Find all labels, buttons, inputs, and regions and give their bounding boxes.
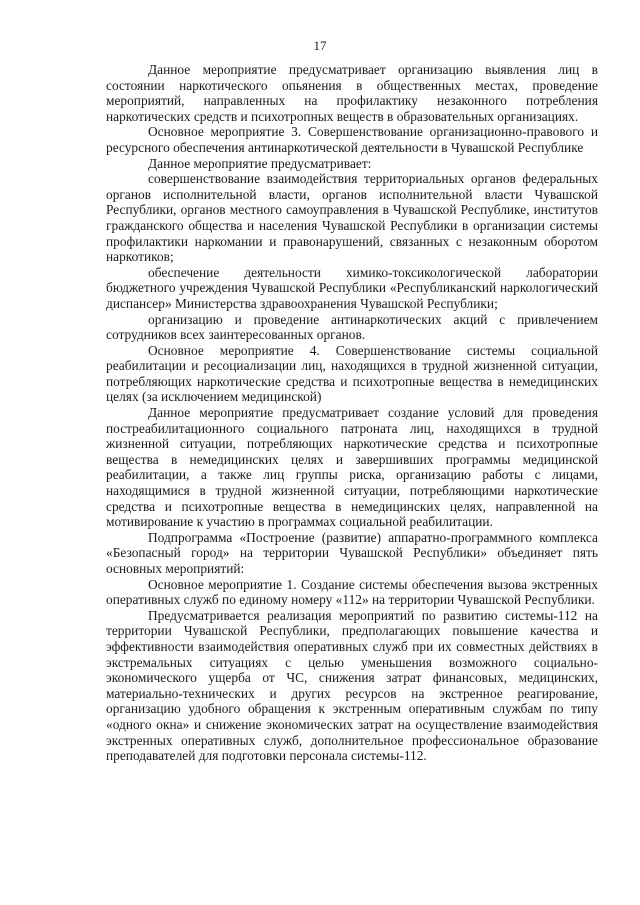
paragraph-main-measure-4-title: Основное мероприятие 4. Совершенствование системы социальной реабилитации и ресоциализации лиц, находящихся в трудной жизненной ситуации, потребляющих наркотические средства и психотропные вещества в немедицинских целях (за исключением медицинской)	[106, 342, 598, 405]
paragraph-measure-4-description: Данное мероприятие предусматривает создание условий для проведения постреабилитационного социального патроната лиц, находящихся в трудной жизненной ситуации, потребляющих наркотические средства и психотропные вещества в немедицинских целях и завершивших программы медицинской реабилитации, а также лиц группы риска, организацию работы с лицами, находящимися в трудной жизненной ситуации, потребляющими наркотические средства и психотропные вещества в немедицинских целях, направленной на мотивирование к участию в программах социальной реабилитации.	[106, 405, 598, 530]
page-number: 17	[313, 38, 327, 53]
paragraph-subprogram-measure-1-title: Основное мероприятие 1. Создание системы обеспечения вызова экстренных оперативных служб по единому номеру «112» на территории Чувашской Республики.	[106, 576, 598, 608]
paragraph-measure-2-description: Данное мероприятие предусматривает организацию выявления лиц в состоянии наркотического опьянения в общественных местах, проведение мероприятий, направленных на профилактику незаконного потребления наркотических средств и психотропных веществ в образовательных организациях.	[106, 62, 598, 124]
paragraph-measure-3-item-1: совершенствование взаимодействия территориальных органов федеральных органов исполнительной власти, органов исполнительной власти Чувашской Республики, органов местного самоуправления в Чувашской Республике, институтов гражданского общества и населения Чувашской Республики в организации системы профилактики наркомании и правонарушений, связанных с незаконным оборотом наркотиков;	[106, 171, 598, 265]
paragraph-measure-3-item-3: организацию и проведение антинаркотических акций с привлечением сотрудников всех заинтересованных органов.	[106, 311, 598, 343]
body-text	[106, 62, 598, 764]
paragraph-main-measure-3-title: Основное мероприятие 3. Совершенствование организационно-правового и ресурсного обеспечения антинаркотической деятельности в Чувашской Республике	[106, 124, 598, 155]
paragraph-subprogram-measure-1-description: Предусматривается реализация мероприятий по развитию системы-112 на территории Чувашской Республики, предполагающих повышение качества и эффективности взаимодействия оперативных служб при их совместных действиях в экстремальных ситуациях с целью уменьшения возможного социально-экономического ущерба от ЧС, снижения затрат финансовых, медицинских, материально-технических и других ресурсов на экстренное реагирование, организацию удобного обращения к экстренным оперативным службам по типу «одного окна» и снижение экономических затрат на осуществление взаимодействия экстренных оперативных служб, дополнительное профессиональное образование преподавателей для подготовки персонала системы-112.	[106, 607, 598, 764]
paragraph-measure-3-item-2: обеспечение деятельности химико-токсикологической лаборатории бюджетного учреждения Чувашской Республики «Республиканский наркологический диспансер» Министерства здравоохранения Чувашской Республики;	[106, 264, 598, 311]
paragraph-subprogram-intro: Подпрограмма «Построение (развитие) аппаратно-программного комплекса «Безопасный город» на территории Чувашской Республики» объединяет пять основных мероприятий:	[106, 529, 598, 576]
paragraph-measure-3-intro: Данное мероприятие предусматривает:	[148, 155, 372, 171]
